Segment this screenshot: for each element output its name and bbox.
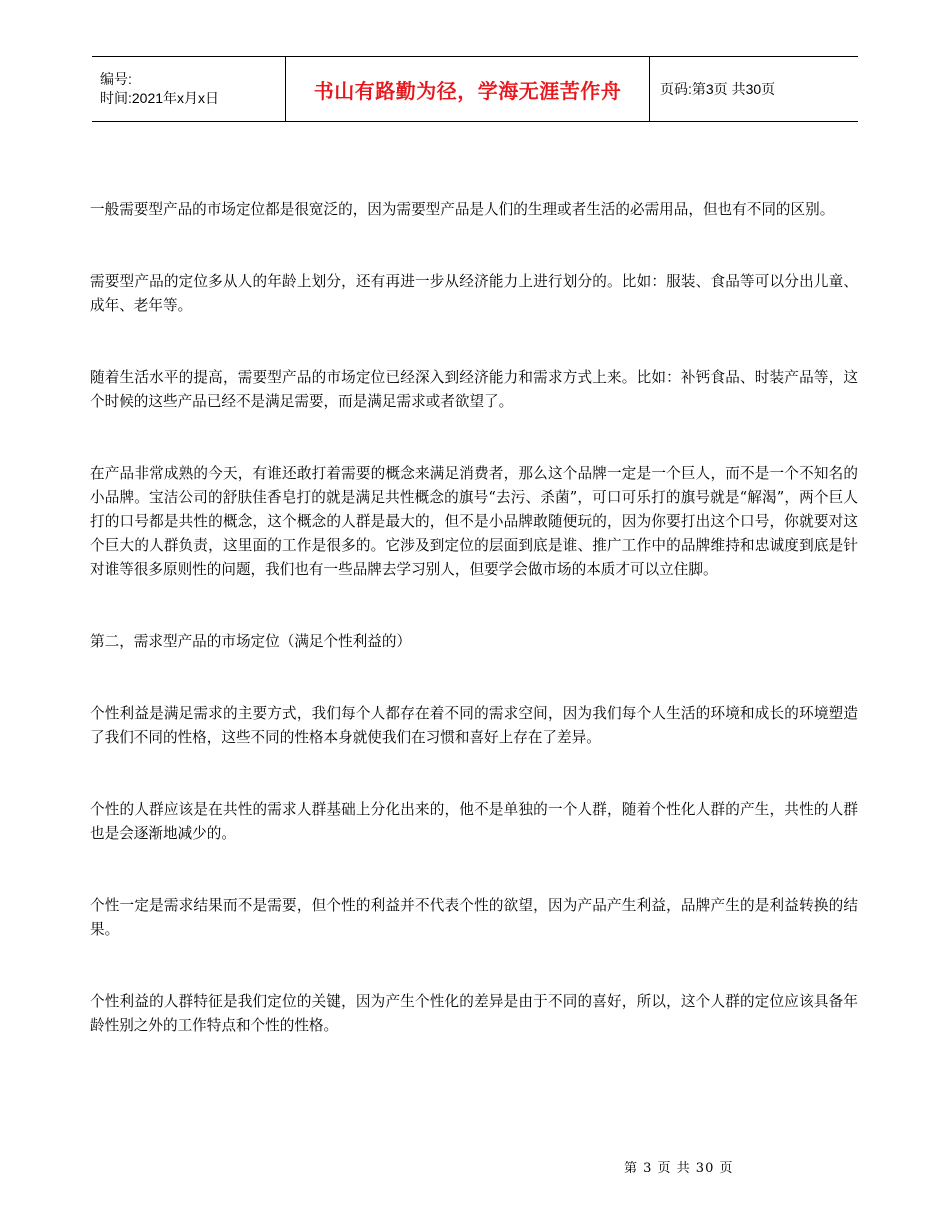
section-heading: 第二，需求型产品的市场定位（满足个性利益的） bbox=[90, 633, 412, 650]
body-paragraph: 个性一定是需求结果而不是需要，但个性的利益并不代表个性的欲望，因为产品产生利益，品牌产生的是利益转换的结果。 bbox=[90, 897, 858, 938]
body-paragraph: 随着生活水平的提高，需要型产品的市场定位已经深入到经济能力和需求方式上来。比如：补钙食品、时装产品等，这个时候的这些产品已经不是满足需要，而是满足需求或者欲望了。 bbox=[90, 369, 858, 410]
body-paragraph: 个性利益的人群特征是我们定位的关键，因为产生个性化的差异是由于不同的喜好，所以，这个人群的定位应该具备年龄性别之外的工作特点和个性的性格。 bbox=[90, 993, 858, 1034]
body-paragraph: 个性的人群应该是在共性的需求人群基础上分化出来的，他不是单独的一个人群，随着个性化人群的产生，共性的人群也是会逐渐地减少的。 bbox=[90, 801, 858, 842]
page-footer: 第 3 页 共 30 页 bbox=[624, 1161, 734, 1176]
body-paragraph: 个性利益是满足需求的主要方式，我们每个人都存在着不同的需求空间，因为我们每个人生活的环境和成长的环境塑造了我们不同的性格，这些不同的性格本身就使我们在习惯和喜好上存在了差异。 bbox=[90, 705, 858, 746]
header-page-info: 页码:第3页 共30页 bbox=[660, 81, 776, 97]
body-paragraph: 一般需要型产品的市场定位都是很宽泛的，因为需要型产品是人们的生理或者生活的必需用品，但也有不同的区别。 bbox=[90, 201, 835, 218]
page-header bbox=[92, 56, 858, 122]
header-meta-cell bbox=[92, 57, 286, 121]
document-time-label: 时间:2021年x月x日 bbox=[100, 90, 220, 106]
body-paragraph: 需要型产品的定位多从人的年龄上划分，还有再进一步从经济能力上进行划分的。比如：服装、食品等可以分出儿童、成年、老年等。 bbox=[90, 273, 858, 314]
header-motto: 书山有路勤为径，学海无涯苦作舟 bbox=[286, 57, 650, 121]
body-paragraph: 在产品非常成熟的今天，有谁还敢打着需要的概念来满足消费者，那么这个品牌一定是一个巨人，而不是一个不知名的小品牌。宝洁公司的舒肤佳香皂打的就是满足共性概念的旗号“去污、杀菌”，可口可乐打的旗号就是“解渴”，两个巨人打的口号都是共性的概念，这个概念的人群是最大的，但不是小品牌敢随便玩的，因为你要打出这个口号，你就要对这个巨大的人群负责，这里面的工作是很多的。它涉及到定位的层面到底是谁、推广工作中的品牌维持和忠诚度到底是针对谁等很多原则性的问题，我们也有一些品牌去学习别人，但要学会做市场的本质才可以立住脚。 bbox=[90, 465, 858, 578]
document-body bbox=[90, 198, 858, 1038]
document-number-label: 编号: bbox=[100, 71, 132, 87]
